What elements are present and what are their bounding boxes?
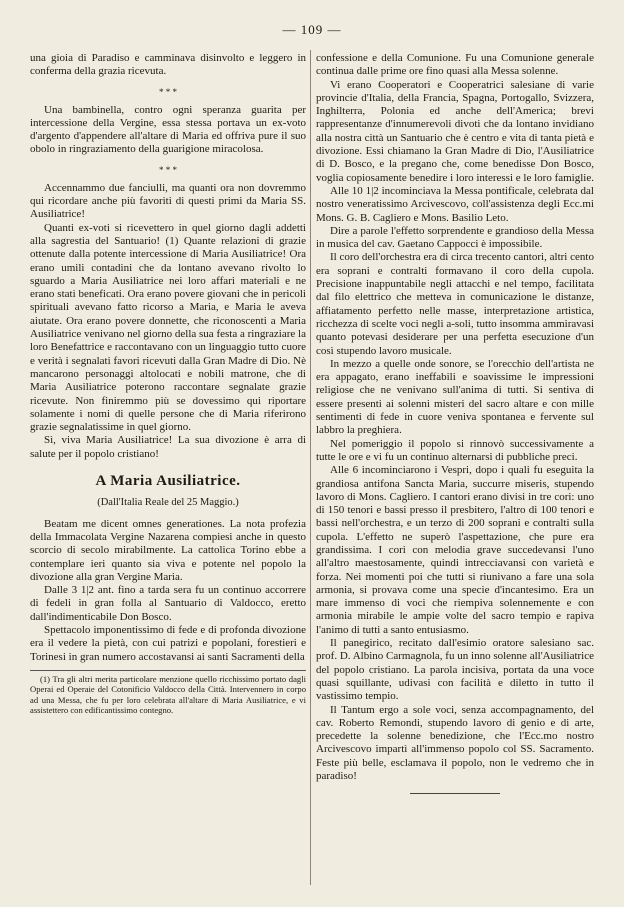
paragraph: confessione e della Comunione. Fu una Comunione generale continua dalle prime ore fino quasi alla Messa solenne. [316,52,594,78]
paragraph: Beatam me dicent omnes generationes. La nota profezia della Immacolata Vergine Nazarena compiesi anche in questo scorcio di secolo mirabilmente. La cattolica Torino ebbe a contemplare ieri quanto sia viva e potente nel popolo la divozione alla gran Vergine Maria. [30,517,306,583]
paragraph: Una bambinella, contro ogni speranza guarita per intercessione della Vergine, essa stessa portava un ex-voto d'argento d'appendere all'altare di Maria ed offriva pure il suo obolo in ringraziamento della guarigione miracolosa. [30,103,306,156]
paragraph: Alle 10 1|2 incominciava la Messa pontificale, celebrata dal nostro veneratissimo Arcivescovo, coll'assistenza degli Ecc.mi Mons. G. B. Cagliero e Mons. Basilio Leto. [316,184,594,224]
right-column [316,52,594,794]
footnote: (1) Tra gli altri merita particolare menzione quello ricchissimo portato dagli Operai ed Operaie del Cotonificio Valdocco della Città. Intervennero in corpo ad una Messa, che fu per loro celebrata all'altare di Maria Ausiliatrice, e vi assistettero con edificantissimo contegno. [30,673,306,716]
left-column [30,52,306,716]
footnote-rule [30,670,306,671]
paragraph: una gioia di Paradiso e camminava disinvolto e leggero in conferma della grazia ricevuta. [30,52,306,78]
page-number: — 109 — [282,22,342,37]
section-separator: * * * [159,164,177,175]
paragraph: Il Tantum ergo a sole voci, senza accompagnamento, del cav. Roberto Remondi, stupendo lavoro di genio e di arte, precedette la solenne benedizione, che l'Ecc.mo nostro Arcivescovo impartì all'immenso popolo col SS. Sacramento. Feste più belle, esclamava il popolo, non le vedremo che in paradiso! [316,703,594,783]
paragraph: Accennammo due fanciulli, ma quanti ora non dovremmo qui ricordare anche più favoriti di questi primi da Maria SS. Ausiliatrice! [30,181,306,221]
paragraph: Nel pomeriggio il popolo si rinnovò successivamente a tutte le ore e vi fu un continuo alternarsi di pubbliche preci. [316,437,594,463]
paragraph: Vi erano Cooperatori e Cooperatrici salesiane di varie provincie d'Italia, della Francia, Spagna, Portogallo, Svizzera, Inghilterra, Polonia ed anche dell'America; brevi rappresentanze d'innumerevoli divoti che da lontano invidiano alla nostra città un Santuario che è centro e vita di tanta pietà e divozione. Essi chiamano la Gran Madre di Dio, l'Ausiliatrice di D. Bosco, e la pregano che, come benedisse Don Bosco, voglia copiosamente benedire i loro interessi e le loro famiglie. [316,78,594,184]
paragraph: Quanti ex-voti si ricevettero in quel giorno dagli addetti alla sagrestia del Santuario! (1) Quante relazioni di grazie ottenute dalla potente intercessione di Maria Ausiliatrice! Ora erano umili contadini che da lontano avevano rivolto lo sguardo a Maria Ausiliatrice nei loro affari materiali e ne erano stati beneficati. Ora erano povere giovani che in pericoli spirituali avevano fatto ricorso a Maria, e Maria le aveva aiutate. Ora erano povere donnette, che riconoscenti a Maria Ausiliatrice venivano nel giorno della sua festa a ringraziare la loro Benefattrice e raccontavano con un linguaggio tutto cuore e verità i segnalati favori ricevuti dalla Gran Madre di Dio. Nè mancarono personaggi altolocati e nobili matrone, che di Maria Ausiliatrice poterono raccontare segnalate grazie ricevute. Non finiremmo più se dovessimo qui riportare solamente i nomi di quelle persone che di Maria riferirono grazie segnalatissime in quel giorno. [30,221,306,434]
paragraph: Il panegirico, recitato dall'esimio oratore salesiano sac. prof. D. Albino Carmagnola, fu un inno solenne all'Ausiliatrice del popolo cristiano. La parola incisiva, portata da una voce quasi squillante, udivasi con facilità e diletto in tutto il vastissimo tempio. [316,637,594,703]
column-divider [310,50,311,885]
article-title: A Maria Ausiliatrice. [95,473,241,490]
paragraph: Spettacolo imponentissimo di fede e di profonda divozione era il vedere la pietà, con cui patrizi e popolani, forestieri e Torinesi in gran numero accostavansi ai santi Sacramenti della [30,623,306,663]
paragraph: Sì, viva Maria Ausiliatrice! La sua divozione è arra di salute per il popolo cristiano! [30,434,306,460]
paragraph: In mezzo a quelle onde sonore, se l'orecchio dell'artista ne era appagato, erano ineffabili e soavissime le impressioni religiose che ne venivano sull'anima di tutti. Si sentiva di essere presenti ai solenni misteri del sacro altare e con mille sentimenti di fede in cuore veniva spontanea e fervente sul labbro la preghiera. [316,357,594,437]
end-rule [410,793,500,794]
article-source: (Dall'Italia Reale del 25 Maggio.) [97,497,239,509]
paragraph: Alle 6 incominciarono i Vespri, dopo i quali fu eseguita la grandiosa antifona Sancta Maria, succurre miseris, stupendo lavoro di Mons. Cagliero. I cantori erano divisi in tre cori: uno di 150 tenori e bassi presso il presbitero, l'altro di 100 tenori e bassi nell'orchestra, e un terzo di 200 soprani e contralti sulla cupola. L'effetto ne superò l'aspettazione, che pure era grandissima. I cori con melodia grave succedevansi l'uno all'altro maestosamente, quindi intrecciavansi con varietà e forza. Nei momenti poi che tutti si riunivano a fare una sola armonia, si provava come una specie d'incantesimo. Era un mare immenso di voci che riempiva solennemente e con armonia mirabile le ampie volte del sacro tempio e rapiva l'animo di tutti a santo entusiasmo. [316,464,594,636]
paragraph: Il coro dell'orchestra era di circa trecento cantori, altri cento era soprani e contralti formavano il coro della cupola. Precisione inappuntabile negli attacchi e nel tempo, facilitata dal filo elettrico che metteva in comunicazione le distanze, affiatamento perfetto nelle masse, interpretazione artistica, ricchezza di scelte voci negli a-soli, tutto insomma ammiravasi quanto potevasi desiderare per una perfetta esecuzione d'un così stupendo lavoro musicale. [316,251,594,357]
paragraph: Dire a parole l'effetto sorprendente e grandioso della Messa in musica del cav. Gaetano Cappocci è impossibile. [316,224,594,251]
section-separator: * * * [159,86,177,97]
paragraph: Dalle 3 1|2 ant. fino a tarda sera fu un continuo accorrere di fedeli in gran folla al Santuario di Valdocco, eretto dall'indimenticabile Don Bosco. [30,584,306,623]
